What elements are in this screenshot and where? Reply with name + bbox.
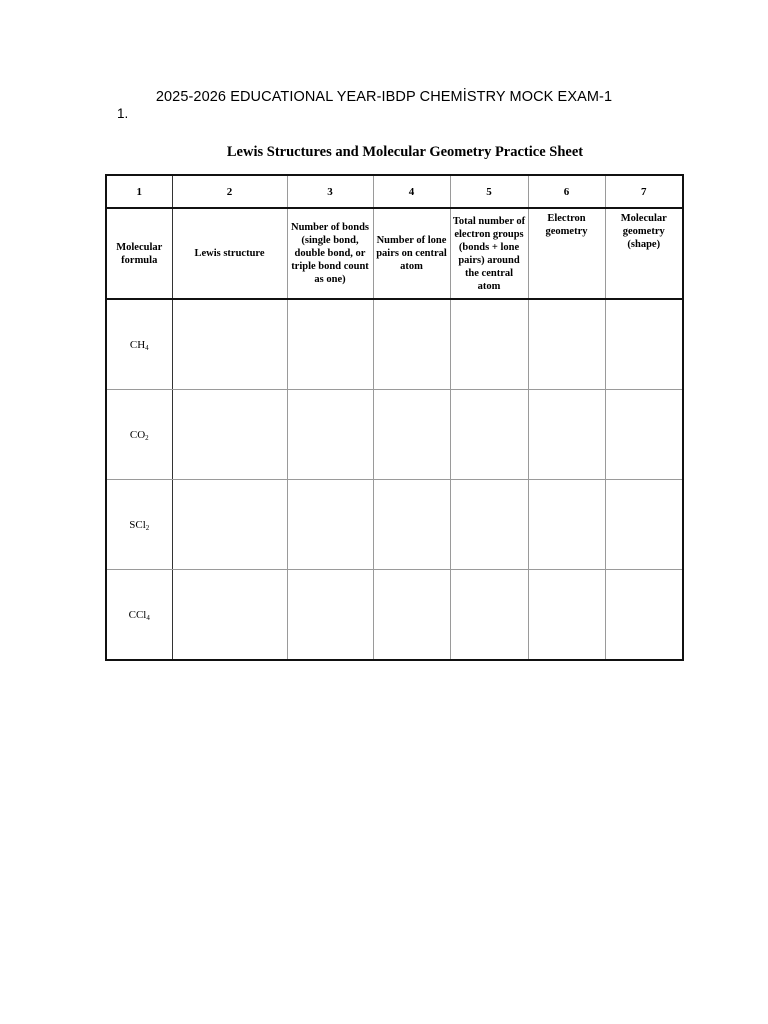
table-row: [106, 570, 683, 661]
answer-cell[interactable]: [605, 299, 683, 390]
header-electron-geometry: Electron geometry: [528, 208, 605, 299]
answer-cell[interactable]: [450, 570, 528, 661]
answer-cell[interactable]: [450, 299, 528, 390]
answer-cell[interactable]: [528, 299, 605, 390]
answer-cell[interactable]: [373, 480, 450, 570]
answer-cell[interactable]: [605, 570, 683, 661]
practice-table: [105, 174, 684, 661]
answer-cell[interactable]: [528, 390, 605, 480]
answer-cell[interactable]: [172, 480, 287, 570]
formula-base: CO: [129, 428, 146, 441]
answer-cell[interactable]: [373, 390, 450, 480]
answer-cell[interactable]: [528, 570, 605, 661]
table-row: [106, 299, 683, 390]
answer-cell[interactable]: [287, 299, 373, 390]
answer-cell[interactable]: [528, 480, 605, 570]
answer-cell[interactable]: [373, 299, 450, 390]
table-row: [106, 390, 683, 480]
answer-cell[interactable]: [287, 480, 373, 570]
answer-cell[interactable]: [450, 480, 528, 570]
formula-base: CCl: [128, 608, 147, 621]
document-title: 2025-2026 EDUCATIONAL YEAR-IBDP CHEMİSTRY MOCK EXAM-1: [155, 89, 613, 105]
answer-cell[interactable]: [287, 570, 373, 661]
formula-cell: [106, 480, 172, 570]
header-number-of-bonds: Number of bonds (single bond, double bond, or triple bond count as one): [287, 208, 373, 299]
answer-cell[interactable]: [373, 570, 450, 661]
answer-cell[interactable]: [605, 480, 683, 570]
column-number: 6: [528, 175, 605, 208]
answer-cell[interactable]: [172, 390, 287, 480]
column-number: 2: [172, 175, 287, 208]
column-number: 7: [605, 175, 683, 208]
column-number-row: [106, 175, 683, 208]
practice-sheet-title: Lewis Structures and Molecular Geometry Practice Sheet: [226, 144, 584, 160]
header-lone-pairs: Number of lone pairs on central atom: [373, 208, 450, 299]
formula-cell: [106, 299, 172, 390]
question-number: 1.: [117, 106, 129, 121]
formula-base: CH: [129, 338, 146, 351]
table-row: [106, 480, 683, 570]
formula-subscript: 2: [145, 523, 150, 532]
header-molecular-geometry: Molecular geometry (shape): [605, 208, 683, 299]
formula-base: SCl: [129, 518, 146, 531]
answer-cell[interactable]: [287, 390, 373, 480]
header-molecular-formula: Molecular formula: [106, 208, 172, 299]
formula-subscript: 4: [146, 613, 150, 622]
answer-cell[interactable]: [172, 570, 287, 661]
column-number: 4: [373, 175, 450, 208]
formula-cell: [106, 390, 172, 480]
formula-subscript: 4: [145, 343, 149, 352]
formula-subscript: 2: [145, 433, 149, 442]
header-electron-groups: Total number of electron groups (bonds + lone pairs) around the central atom: [450, 208, 528, 299]
column-number: 5: [450, 175, 528, 208]
column-number: 1: [106, 175, 172, 208]
answer-cell[interactable]: [605, 390, 683, 480]
header-lewis-structure: Lewis structure: [172, 208, 287, 299]
answer-cell[interactable]: [172, 299, 287, 390]
column-header-row: [106, 208, 683, 299]
formula-cell: [106, 570, 172, 661]
answer-cell[interactable]: [450, 390, 528, 480]
column-number: 3: [287, 175, 373, 208]
